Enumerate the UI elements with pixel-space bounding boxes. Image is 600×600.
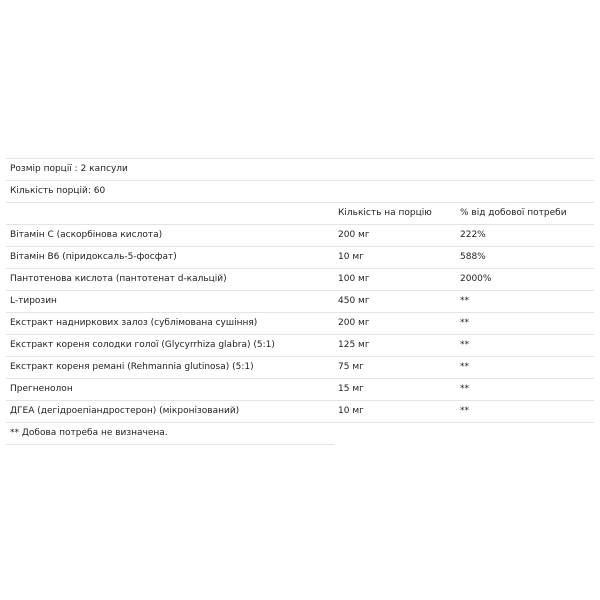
ingredient-daily-value: ** <box>460 384 469 394</box>
ingredient-daily-value: 2000% <box>460 274 492 284</box>
ingredient-amount: 100 мг <box>338 274 370 284</box>
ingredient-name: Пантотенова кислота (пантотенат d-кальцій) <box>10 274 227 284</box>
header-daily-value: % від добової потреби <box>460 208 567 218</box>
table-row <box>6 225 594 247</box>
ingredient-daily-value: 588% <box>460 252 486 262</box>
ingredient-name: Екстракт надниркових залоз (сублімована сушіння) <box>10 318 258 328</box>
table-header-row <box>6 203 594 225</box>
ingredient-amount: 450 мг <box>338 296 370 306</box>
footnote-row <box>6 423 334 445</box>
header-amount: Кількість на порцію <box>338 208 432 218</box>
ingredient-name: Вітамін C (аскорбінова кислота) <box>10 230 163 240</box>
footnote: ** Добова потреба не визначена. <box>10 428 168 438</box>
ingredient-amount: 200 мг <box>338 318 370 328</box>
table-row <box>6 313 594 335</box>
ingredient-daily-value: ** <box>460 318 469 328</box>
supplement-facts-table <box>6 158 594 445</box>
ingredient-name: Екстракт кореня ремані (Rehmannia glutinosa) (5:1) <box>10 362 254 372</box>
ingredient-name: Вітамін B6 (піридоксаль-5-фосфат) <box>10 252 177 262</box>
table-row <box>6 335 594 357</box>
ingredient-amount: 75 мг <box>338 362 364 372</box>
servings-count: Кількість порцій: 60 <box>10 186 106 196</box>
ingredient-name: Екстракт кореня солодки голої (Glycyrrhiza glabra) (5:1) <box>10 340 275 350</box>
table-row <box>6 269 594 291</box>
table-row <box>6 357 594 379</box>
ingredient-daily-value: 222% <box>460 230 486 240</box>
servings-count-row <box>6 181 594 203</box>
ingredient-daily-value: ** <box>460 362 469 372</box>
ingredient-name: L-тирозин <box>10 296 57 306</box>
ingredient-amount: 200 мг <box>338 230 370 240</box>
serving-size-row <box>6 158 594 181</box>
ingredient-name: ДГЕА (дегідроепіандростерон) (мікронізований) <box>10 406 240 416</box>
ingredient-amount: 10 мг <box>338 252 364 262</box>
serving-size: Розмір порції : 2 капсули <box>10 164 128 174</box>
ingredient-daily-value: ** <box>460 406 469 416</box>
table-row <box>6 291 594 313</box>
ingredient-daily-value: ** <box>460 340 469 350</box>
table-row <box>6 401 594 423</box>
table-row <box>6 247 594 269</box>
ingredient-amount: 125 мг <box>338 340 370 350</box>
table-row <box>6 379 594 401</box>
ingredient-daily-value: ** <box>460 296 469 306</box>
ingredient-amount: 10 мг <box>338 406 364 416</box>
ingredient-name: Прегненолон <box>10 384 73 394</box>
ingredient-amount: 15 мг <box>338 384 364 394</box>
